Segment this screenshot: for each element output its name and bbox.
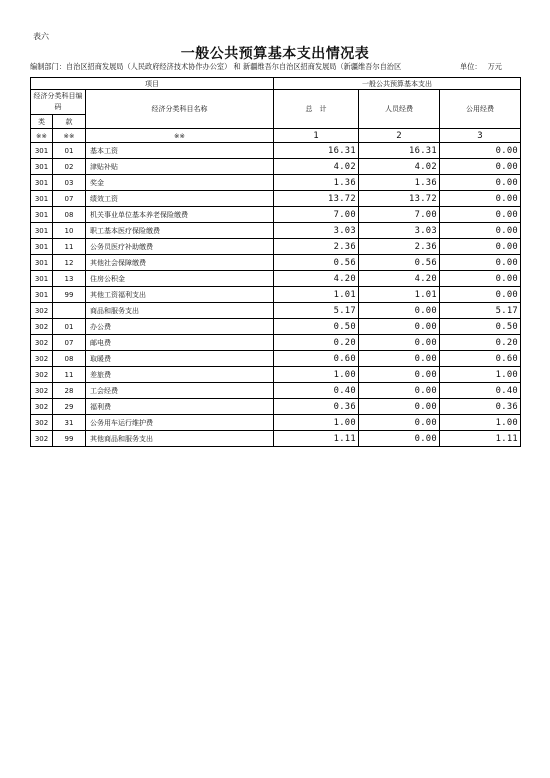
table-row: [31, 239, 521, 255]
header-public: 公用经费: [440, 90, 521, 129]
column-number-1: 1: [274, 129, 359, 143]
total-value: 3.03: [274, 223, 359, 239]
category-code: 302: [31, 431, 53, 447]
header-personnel: 人员经费: [359, 90, 440, 129]
item-name: 公务用车运行维护费: [86, 415, 274, 431]
personnel-value: 0.00: [359, 399, 440, 415]
total-value: 2.36: [274, 239, 359, 255]
item-name: 差旅费: [86, 367, 274, 383]
mark-section: ※※: [53, 129, 86, 143]
table-row: [31, 335, 521, 351]
table-row: [31, 143, 521, 159]
public-value: 0.00: [440, 207, 521, 223]
total-value: 16.31: [274, 143, 359, 159]
section-code: 11: [53, 367, 86, 383]
table-row: [31, 223, 521, 239]
personnel-value: 0.00: [359, 351, 440, 367]
header-basic-expenditure: 一般公共预算基本支出: [274, 78, 521, 90]
organization-line: 编制部门：自治区招商发展局（人民政府经济技术协作办公室） 和 新疆维吾尔自治区招商发展局（新疆维吾尔自治区: [30, 62, 402, 71]
header-category: 类: [31, 115, 53, 129]
personnel-value: 1.01: [359, 287, 440, 303]
category-code: 302: [31, 367, 53, 383]
public-value: 5.17: [440, 303, 521, 319]
public-value: 0.00: [440, 255, 521, 271]
table-row: [31, 431, 521, 447]
personnel-value: 1.36: [359, 175, 440, 191]
header-item: 项目: [31, 78, 274, 90]
public-value: 0.60: [440, 351, 521, 367]
table-row: [31, 191, 521, 207]
item-name: 住房公积金: [86, 271, 274, 287]
section-code: 01: [53, 319, 86, 335]
category-code: 302: [31, 415, 53, 431]
item-name: 邮电费: [86, 335, 274, 351]
item-name: 其他工资福利支出: [86, 287, 274, 303]
section-code: 28: [53, 383, 86, 399]
total-value: 1.11: [274, 431, 359, 447]
table-row: [31, 383, 521, 399]
section-code: 99: [53, 431, 86, 447]
personnel-value: 0.00: [359, 303, 440, 319]
unit-label: [460, 62, 502, 72]
total-value: 0.50: [274, 319, 359, 335]
section-code: 03: [53, 175, 86, 191]
category-code: 301: [31, 271, 53, 287]
item-name: 其他社会保障缴费: [86, 255, 274, 271]
total-value: 0.56: [274, 255, 359, 271]
column-number-3: 3: [440, 129, 521, 143]
public-value: 0.50: [440, 319, 521, 335]
mark-category: ※※: [31, 129, 53, 143]
category-code: 302: [31, 351, 53, 367]
personnel-value: 4.20: [359, 271, 440, 287]
category-code: 301: [31, 223, 53, 239]
category-code: 301: [31, 207, 53, 223]
personnel-value: 4.02: [359, 159, 440, 175]
public-value: 0.00: [440, 159, 521, 175]
total-value: 0.20: [274, 335, 359, 351]
unit-value: 万元: [487, 62, 502, 71]
expenditure-table: [30, 77, 521, 447]
category-code: 301: [31, 159, 53, 175]
table-row: [31, 399, 521, 415]
item-name: 商品和服务支出: [86, 303, 274, 319]
item-name: 福利费: [86, 399, 274, 415]
public-value: 0.00: [440, 175, 521, 191]
section-code: 07: [53, 335, 86, 351]
total-value: 1.01: [274, 287, 359, 303]
category-code: 302: [31, 303, 53, 319]
personnel-value: 0.00: [359, 415, 440, 431]
table-row: [31, 319, 521, 335]
header-section: 款: [53, 115, 86, 129]
personnel-value: 2.36: [359, 239, 440, 255]
section-code: 29: [53, 399, 86, 415]
item-name: 奖金: [86, 175, 274, 191]
section-code: 11: [53, 239, 86, 255]
table-row: [31, 351, 521, 367]
personnel-value: 0.00: [359, 383, 440, 399]
item-name: 取暖费: [86, 351, 274, 367]
table-row: [31, 175, 521, 191]
personnel-value: 13.72: [359, 191, 440, 207]
column-number-2: 2: [359, 129, 440, 143]
category-code: 302: [31, 319, 53, 335]
page-title: 一般公共预算基本支出情况表: [180, 46, 370, 62]
table-row: [31, 207, 521, 223]
section-code: 12: [53, 255, 86, 271]
section-code: 02: [53, 159, 86, 175]
public-value: 1.11: [440, 431, 521, 447]
personnel-value: 0.00: [359, 319, 440, 335]
section-code: 08: [53, 207, 86, 223]
table-row: [31, 303, 521, 319]
total-value: 1.00: [274, 415, 359, 431]
personnel-value: 3.03: [359, 223, 440, 239]
header-name: 经济分类科目名称: [86, 90, 274, 129]
table-row: [31, 415, 521, 431]
personnel-value: 0.00: [359, 367, 440, 383]
public-value: 0.00: [440, 191, 521, 207]
item-name: 津贴补贴: [86, 159, 274, 175]
personnel-value: 0.00: [359, 431, 440, 447]
table-row: [31, 367, 521, 383]
total-value: 5.17: [274, 303, 359, 319]
mark-name: ※※: [86, 129, 274, 143]
section-code: 10: [53, 223, 86, 239]
section-code: 13: [53, 271, 86, 287]
personnel-value: 0.00: [359, 335, 440, 351]
total-value: 13.72: [274, 191, 359, 207]
category-code: 301: [31, 191, 53, 207]
total-value: 0.60: [274, 351, 359, 367]
category-code: 301: [31, 143, 53, 159]
public-value: 1.00: [440, 367, 521, 383]
item-name: 其他商品和服务支出: [86, 431, 274, 447]
item-name: 基本工资: [86, 143, 274, 159]
category-code: 302: [31, 399, 53, 415]
category-code: 302: [31, 383, 53, 399]
item-name: 职工基本医疗保险缴费: [86, 223, 274, 239]
table-row: [31, 159, 521, 175]
personnel-value: 0.56: [359, 255, 440, 271]
public-value: 0.36: [440, 399, 521, 415]
category-code: 301: [31, 287, 53, 303]
total-value: 4.02: [274, 159, 359, 175]
public-value: 1.00: [440, 415, 521, 431]
total-value: 1.36: [274, 175, 359, 191]
public-value: 0.40: [440, 383, 521, 399]
personnel-value: 16.31: [359, 143, 440, 159]
category-code: 301: [31, 239, 53, 255]
total-value: 1.00: [274, 367, 359, 383]
total-value: 7.00: [274, 207, 359, 223]
unit-label-text: 单位：: [460, 62, 482, 71]
document-label: 表六: [33, 32, 49, 41]
section-code: 99: [53, 287, 86, 303]
total-value: 0.36: [274, 399, 359, 415]
public-value: 0.20: [440, 335, 521, 351]
total-value: 0.40: [274, 383, 359, 399]
item-name: 办公费: [86, 319, 274, 335]
table-row: [31, 287, 521, 303]
personnel-value: 7.00: [359, 207, 440, 223]
header-total: 总 计: [274, 90, 359, 129]
item-name: 绩效工资: [86, 191, 274, 207]
section-code: [53, 303, 86, 319]
item-name: 工会经费: [86, 383, 274, 399]
public-value: 0.00: [440, 271, 521, 287]
section-code: 08: [53, 351, 86, 367]
section-code: 31: [53, 415, 86, 431]
public-value: 0.00: [440, 287, 521, 303]
item-name: 公务员医疗补助缴费: [86, 239, 274, 255]
category-code: 301: [31, 175, 53, 191]
section-code: 07: [53, 191, 86, 207]
header-code-group: 经济分类科目编码: [31, 90, 86, 115]
category-code: 301: [31, 255, 53, 271]
category-code: 302: [31, 335, 53, 351]
public-value: 0.00: [440, 239, 521, 255]
public-value: 0.00: [440, 143, 521, 159]
public-value: 0.00: [440, 223, 521, 239]
section-code: 01: [53, 143, 86, 159]
total-value: 4.20: [274, 271, 359, 287]
table-row: [31, 271, 521, 287]
item-name: 机关事业单位基本养老保险缴费: [86, 207, 274, 223]
table-row: [31, 255, 521, 271]
